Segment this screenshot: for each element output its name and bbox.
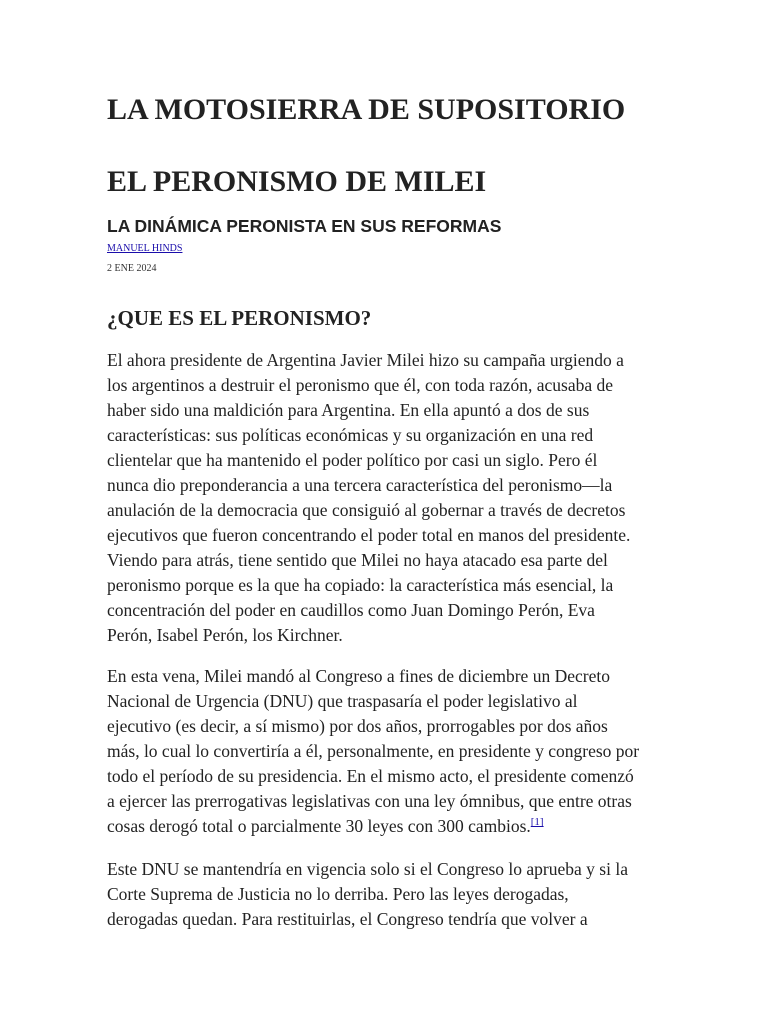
article-title-line-1: LA MOTOSIERRA DE SUPOSITORIO [107,93,626,126]
paragraph-2 [107,664,667,839]
paragraph-line: concentración del poder en caudillos como Juan Domingo Perón, Eva [107,600,595,620]
paragraph-line: derogadas quedan. Para restituirlas, el Congreso tendría que volver a [107,909,588,929]
paragraph-line: a ejercer las prerrogativas legislativas con una ley ómnibus, que entre otras [107,791,632,811]
article-title-line-2: EL PERONISMO DE MILEI [107,165,487,198]
paragraph-line: anulación de la democracia que consiguió al gobernar a través de decretos [107,500,626,520]
paragraph-line: haber sido una maldición para Argentina. En ella apuntó a dos de sus [107,400,590,420]
footnote-link[interactable]: [1] [530,816,544,828]
section-heading: ¿QUE ES EL PERONISMO? [107,306,372,330]
author-link[interactable]: MANUEL HINDS [107,243,183,254]
paragraph-line [107,814,667,839]
paragraph-line: clientelar que ha mantenido el poder político por casi un siglo. Pero él [107,450,598,470]
paragraph-line: Nacional de Urgencia (DNU) que traspasaría el poder legislativo al [107,691,578,711]
paragraph-3 [107,857,667,932]
paragraph-line-text: cosas derogó total o parcialmente 30 leyes con 300 cambios. [107,816,531,836]
paragraph-line: Viendo para atrás, tiene sentido que Milei no haya atacado esa parte del [107,550,608,570]
paragraph-line: peronismo porque es la que ha copiado: la característica más esencial, la [107,575,614,595]
paragraph-line: Corte Suprema de Justicia no lo derriba. Pero las leyes derogadas, [107,884,569,904]
paragraph-line: Perón, Isabel Perón, los Kirchner. [107,625,343,645]
publish-date: 2 ENE 2024 [107,263,157,274]
paragraph-line: ejecutivos que fueron concentrando el poder total en manos del presidente. [107,525,631,545]
paragraph-line: El ahora presidente de Argentina Javier Milei hizo su campaña urgiendo a [107,350,624,370]
paragraph-line: más, lo cual lo convertiría a él, personalmente, en presidente y congreso por [107,741,640,761]
paragraph-line: características: sus políticas económicas y su organización en una red [107,425,594,445]
article-subtitle: LA DINÁMICA PERONISTA EN SUS REFORMAS [107,216,502,236]
paragraph-line: todo el período de su presidencia. En el mismo acto, el presidente comenzó [107,766,634,786]
paragraph-line: En esta vena, Milei mandó al Congreso a fines de diciembre un Decreto [107,666,610,686]
paragraph-line: los argentinos a destruir el peronismo que él, con toda razón, acusaba de [107,375,614,395]
paragraph-1 [107,348,667,648]
paragraph-line: Este DNU se mantendría en vigencia solo si el Congreso lo aprueba y si la [107,859,628,879]
paragraph-line: nunca dio preponderancia a una tercera característica del peronismo—la [107,475,613,495]
paragraph-line: ejecutivo (es decir, a sí mismo) por dos años, prorrogables por dos años [107,716,608,736]
